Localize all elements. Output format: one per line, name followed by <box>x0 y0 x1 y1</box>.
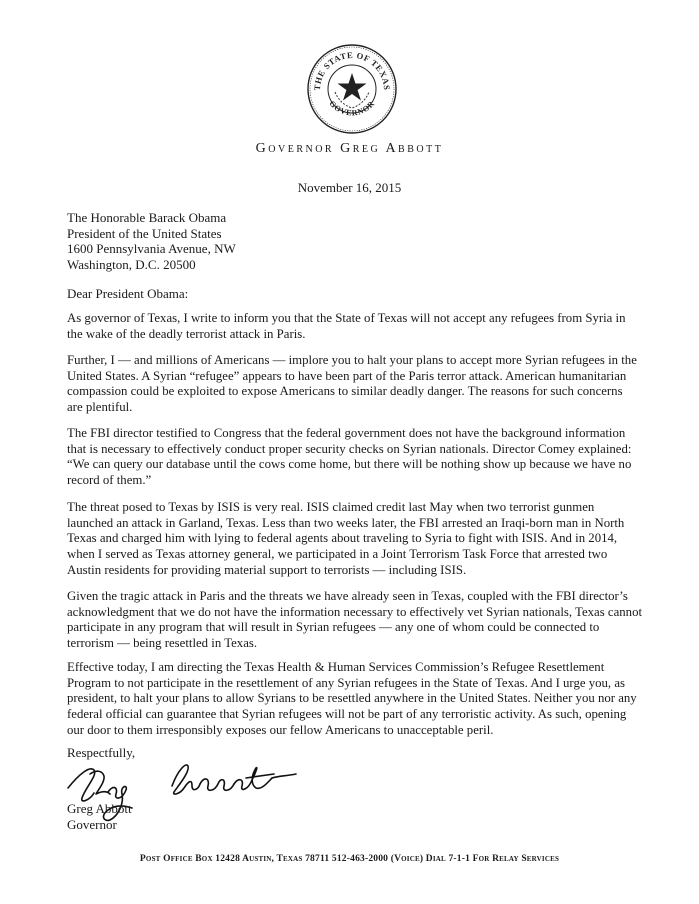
recipient-name: The Honorable Barack Obama <box>67 210 227 225</box>
paragraph-line: record of them.” <box>67 473 152 488</box>
paragraph-2 <box>67 353 637 416</box>
seal-bottom-text: GOVERNOR <box>327 98 377 118</box>
paragraph-line: compassion could be exploited to expose Americans to similar deadly danger. The reasons for such concerns <box>67 384 623 399</box>
signer-title: Governor <box>67 817 117 832</box>
seal-star-icon <box>335 73 369 108</box>
paragraph-line: Program to not participate in the resettlement of any Syrian refugees in the State of Texas. And I urge you, as <box>67 675 625 690</box>
paragraph-line: Austin residents for providing material support to terrorists — including ISIS. <box>67 562 467 577</box>
paragraph-line: United States. A Syrian “refugee” appears to have been part of the Paris terror attack. American humanitarian <box>67 368 627 383</box>
letter-date: November 16, 2015 <box>297 180 402 195</box>
recipient-title: President of the United States <box>67 225 222 241</box>
paragraph-line: the wake of the deadly terrorist attack in Paris. <box>67 326 306 341</box>
recipient-city: Washington, D.C. 20500 <box>67 256 196 272</box>
paragraph-line: As governor of Texas, I write to inform you that the State of Texas will not accept any refugees from Syria in <box>67 311 626 325</box>
recipient-street: 1600 Pennsylvania Avenue, NW <box>67 241 236 256</box>
paragraph-line: our door to them irresponsibly exposes our fellow Americans to unacceptable peril. <box>67 722 494 737</box>
recipient-address <box>67 210 236 272</box>
letterhead-footer: Post Office Box 12428 Austin, Texas 78711 512-463-2000 (Voice) Dial 7-1-1 For Relay Services <box>139 854 560 864</box>
paragraph-line: Texas and charged him with lying to federal agents about traveling to Syria to fight with ISIS. And in 2014, <box>67 531 618 546</box>
paragraph-line: acknowledgment that we do not have the information necessary to effectively vet Syrian nationals, Texas cannot <box>67 604 643 619</box>
paragraph-line: are plentiful. <box>67 400 133 415</box>
paragraph-line: The FBI director testified to Congress that the federal government does not have the background information <box>67 426 626 440</box>
signer-name: Greg Abbott <box>67 801 132 816</box>
signer-block <box>67 801 132 833</box>
salutation: Dear President Obama: <box>67 286 189 301</box>
paragraph-line: terrorism — being resettled in Texas. <box>67 636 258 651</box>
paragraph-line: participate in any program that will result in Syrian refugees — any one of whom could be connected to <box>67 620 600 635</box>
paragraph-line: The threat posed to Texas by ISIS is very real. ISIS claimed credit last May when two terrorist gunmen <box>67 500 595 514</box>
paragraph-5 <box>67 589 643 652</box>
paragraph-3 <box>67 426 637 489</box>
paragraph-6 <box>67 660 637 739</box>
governor-seal <box>307 44 397 134</box>
paragraph-line: Further, I — and millions of Americans — implore you to halt your plans to accept more Syrian refugees in the <box>67 353 637 367</box>
paragraph-line: that is necessary to effectively conduct proper security checks on Syrian nationals. Director Comey explained: <box>67 441 632 456</box>
paragraph-line: “We can query our database until the cows come home, but there will be nothing show up because we have no <box>67 457 632 472</box>
closing: Respectfully, <box>67 745 136 760</box>
paragraph-1 <box>67 311 637 342</box>
paragraph-line: president, to halt your plans to allow Syrians to be resettled anywhere in the United States. Neither you nor any <box>67 691 637 706</box>
paragraph-line: launched an attack in Garland, Texas. Less than two weeks later, the FBI arrested an Iraqi-born man in North <box>67 515 625 530</box>
paragraph-4 <box>67 500 637 579</box>
paragraph-line: federal official can guarantee that Syrian refugees will not be part of any terroristic activity. As such, opening <box>67 707 627 722</box>
paragraph-line: Given the tragic attack in Paris and the threats we have already seen in Texas, coupled with the FBI director’s <box>67 589 628 603</box>
seal-top-text: THE STATE OF TEXAS <box>311 49 393 91</box>
letterhead-title: Governor Greg Abbott <box>255 141 444 156</box>
paragraph-line: when I served as Texas attorney general, we participated in a Joint Terrorism Task Force that arrested two <box>67 547 608 562</box>
paragraph-line: Effective today, I am directing the Texas Health & Human Services Commission’s Refugee Resettlement <box>67 660 605 674</box>
